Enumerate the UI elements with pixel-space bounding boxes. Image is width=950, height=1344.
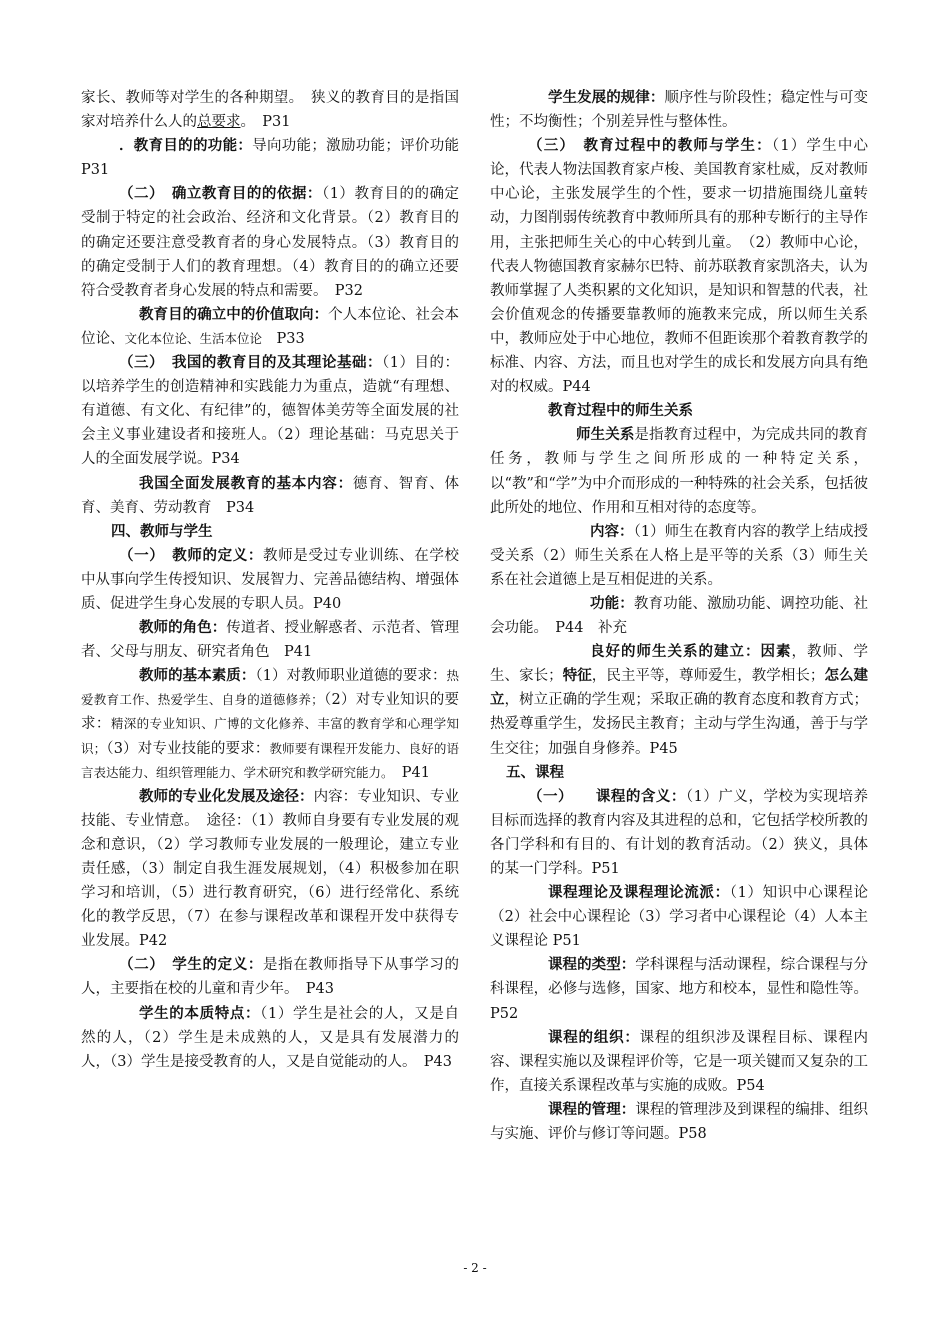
text: （1）学生中心论，代表人物法国教育家卢梭、美国教育家杜威，反对教师中心论，主张发展学生的个性，要求一切措施围绕儿童转动，力图削弱传统教育中教师所具有的那种专断行的主导作用，主张把师生关心的中心转到儿童。 （2）教师中心论，代表人物德国教育家赫尔巴特、前苏联教育家凯洛夫，认为教师掌握了人类积累的文化知识，是知识和智慧的代表，社会价值观念的传播要靠教师的施教来完成，所以师生关系中，教师应处于中心地位，教师不但距诶那个着教育教学的标准、内容、方法，而且也对学生的成长和发展方向具有绝对的权威。P44 [490,138,869,396]
text: P33 [262,330,305,347]
heading: 师生关系 [576,426,635,444]
paragraph-content [81,472,459,520]
paragraph-good-relation [490,640,868,760]
number: （二） [119,185,157,203]
paragraph-teacher-def [81,544,459,616]
subsection-title: 教育过程中的师生关系 [548,402,693,420]
heading: 课程理论及课程理论流派： [548,884,730,902]
text: （1）师生在教育内容的教学上结成授受关系（2）师生关系在人格上是平等的关系（3）师生关系在社会道德上是互相促进的关系。 [490,523,869,588]
text: 精深的专业知识、广博的文化修养、丰富的教育学和心理学知识； [81,716,459,756]
paragraph-process [490,134,868,399]
paragraph-aim-basis [81,182,459,302]
keyword: 特征 [562,667,592,685]
paragraph-student-def [81,953,459,1001]
text: 热爱教育工作、热爱学生、自身的道德修养； [81,668,460,708]
heading: 功能： [590,594,634,612]
heading: 学生的定义： [172,956,263,974]
heading: 课程的组织： [548,1028,640,1046]
paragraph-dev-law [490,86,868,134]
paragraph-course-mgmt [490,1098,868,1146]
text: 德育、智育、体育、美育、劳动教育 P34 [81,475,460,516]
heading: 教师的基本素质： [139,667,256,685]
text: （1）目的：以培养学生的创造精神和实践能力为重点，造就“有理想、有道德、有文化、有纪律”的，德智体美劳等全面发展的社会主义事业建设者和接班人。（2）理论基础：马克思关于人的全面发展学说。P34 [81,355,460,468]
text: （3）对专业技能的要求： [106,740,270,757]
text: 课程的管理涉及到课程的编排、组织与实施、评价与修订等问题。P58 [490,1101,869,1143]
text: 是指教育过程中，为完成共同的教育任务，教师与学生之间所形成的一种特定关系，以“教”和“学”为中介而形成的一种特殊的社会关系，包括彼此所处的地位、作用和互相对待的态度等。 [490,427,868,516]
heading: 教师的定义： [172,546,263,564]
paragraph-course-theory [490,881,868,953]
text: 教育功能、激励功能、调控功能、社会功能。 P44 补充 [490,595,869,637]
heading: 课程的类型： [548,956,636,974]
underlined-text: 总要求 [197,114,241,131]
heading: 教师的专业化发展及途径： [139,787,314,805]
paragraph-teacher-role [81,616,459,664]
paragraph-course-meaning [490,785,868,881]
heading: 教育过程中的教师与学生： [583,137,772,155]
page-number: - 2 - [463,1261,487,1275]
text: 是指在教师指导下从事学习的人，主要指在校的儿童和青少年。 P43 [81,957,459,998]
text: ，树立正确的学生观；采取正确的教育态度和教育方式；热爱尊重学生，发扬民主教育；主动与学生沟通，善于与学生交往；加强自身修养。P45 [490,692,869,757]
paragraph-aim-function [81,134,474,182]
text: 教师是受过专业训练、在学校中从事向学生传授知识、发展智力、完善品德结构、增强体质、促进学生身心发展的专职人员。P40 [81,547,459,612]
paragraph-student-nature [81,1002,459,1074]
text: ，教师、学生、家长； [490,644,868,685]
text: （1）对教师职业道德的要求： [255,668,447,685]
heading: 良好的师生关系的建立： [590,643,761,661]
left-column [81,86,474,1074]
text: 学科课程与活动课程，综合课程与分科课程，必修与选修，国家、地方和校本，显性和隐性等。P52 [490,957,869,1022]
text: ，民主平等，尊师爱生，教学相长； [591,668,825,685]
text: 传道者、授业解惑者、示范者、管理者、父母与朋友、研究者角色 P41 [81,620,460,661]
heading: 课程的管理： [548,1100,636,1118]
number: （三） [528,137,568,155]
text: 。 P31 [240,114,291,131]
text: （1）教育目的的确定受制于特定的社会政治、经济和文化背景。（2）教育目的的确定还要注意受教育者的身心发展特点。（3）教育目的的确定受制于人们的教育理想。（4）教育目的的确立还要符合受教育者身心发展的特点和需要。 P32 [81,186,460,299]
number: （二） [119,956,158,974]
paragraph-teacher-prof [81,785,459,954]
text: 个人本位论、社会本位论、 [81,306,460,347]
paragraph-course-type [490,953,868,1025]
text: 家长、教师等对学生的各种期望。 狭义的教育目的是指国家对培养什么人的 [81,90,459,131]
number: （一） [119,546,158,564]
paragraph-value [81,303,459,351]
text: （2）对专业知识的要求： [81,692,459,733]
paragraph-relation [490,423,868,519]
paragraph-course-org [490,1026,868,1098]
heading: 课程的含义： [595,787,686,805]
text: 课程的组织涉及课程目标、课程内容、课程实施以及课程评价等，它是一项关键而又复杂的工作，直接关系课程改革与实施的成败。P54 [490,1029,869,1094]
text: 内容：专业知识、专业技能、专业情意。 途径：（1）教师自身要有专业发展的观念和意识，（2）学习教师专业发展的一般理论，建立专业责任感，（3）制定自我生涯发展规划，（4）积极参加在职学习和培训，（5）进行教育研究，（6）进行经常化、系统化的教学反思，（7）在参与课程改革和课程开发中获得专业发展。P42 [81,788,460,950]
text: （1）学生是社会的人，又是自然的人，（2）学生是未成熟的人，又是具有发展潜力的人，（3）学生是接受教育的人，又是自觉能动的人。 P43 [81,1005,459,1070]
text: 文化本位论、生活本位论 [124,330,263,346]
text: P41 [387,764,430,781]
paragraph-teacher-quality [81,664,459,784]
paragraph-relation-content [490,520,868,592]
heading: 内容： [590,522,634,540]
heading: 学生发展的规律： [548,89,665,106]
heading: 我国的教育目的及其理论基础： [171,354,382,372]
section-heading-4: 四、教师与学生 [111,522,213,540]
heading: 教育目的确立中的价值取向： [139,305,329,323]
keyword: 怎么建立 [490,667,869,709]
heading: 确立教育目的的依据： [171,185,322,203]
keyword: 因素 [760,643,792,661]
number: （三） [119,354,157,372]
heading: 学生的本质特点： [139,1004,261,1022]
text: 教师要有课程开发能力、良好的语言表达能力、组织管理能力、学术研究和教学研究能力。 [81,740,459,780]
heading: ．教育目的的功能： [119,137,253,155]
heading: 我国全面发展教育的基本内容： [139,474,353,492]
paragraph-relation-function [490,592,868,640]
number: （一） [528,787,566,805]
right-column [490,86,868,1146]
paragraph-our-aim [81,351,459,471]
text: （1）知识中心课程论（2）社会中心课程论（3）学习者中心课程论（4）人本主义课程论 P51 [490,885,869,950]
text: （1）广义，学校为实现培养目标而选择的教育内容及其进程的总和，它包括学校所教的各门学科和有目的、有计划的教育活动。（2）狭义，具体的某一门学科。P51 [490,788,869,877]
section-heading-5: 五、课程 [506,763,564,781]
text: 导向功能；激励功能；评价功能 P31 [81,138,474,179]
text: 顺序性与阶段性；稳定性与可变性；不均衡性；个别差异性与整体性。 [490,90,869,131]
heading: 教师的角色： [139,619,227,637]
paragraph-aim-narrow [81,86,459,134]
